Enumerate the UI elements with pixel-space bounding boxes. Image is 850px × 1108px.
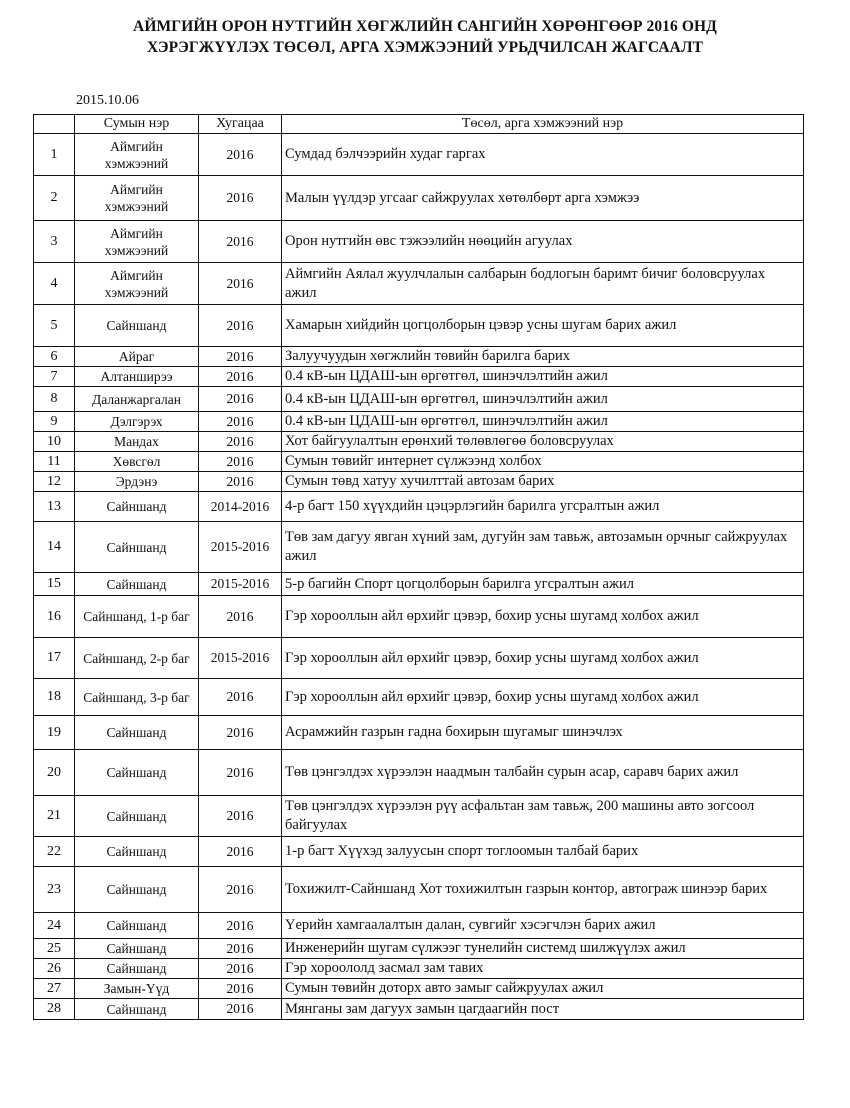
header-num bbox=[34, 115, 75, 134]
row-soum: Даланжаргалан bbox=[75, 387, 199, 412]
title-line-2: ХЭРЭГЖҮҮЛЭХ ТӨСӨЛ, АРГА ХЭМЖЭЭНИЙ УРЬДЧИЛСАН ЖАГСААЛТ bbox=[146, 39, 704, 56]
header-project-name: Төсөл, арга хэмжээний нэр bbox=[282, 115, 804, 134]
row-project-name: Инженерийн шугам сүлжээг тунелийн системд шилжүүлэх ажил bbox=[282, 939, 804, 959]
row-soum: Сайншанд, 3-р баг bbox=[75, 679, 199, 716]
table-row bbox=[34, 679, 804, 716]
title-line-1: АЙМГИЙН ОРОН НУТГИЙН ХӨГЖЛИЙН САНГИЙН ХӨРӨНГӨӨР 2016 ОНД bbox=[133, 18, 717, 35]
table-row bbox=[34, 913, 804, 939]
header-duration: Хугацаа bbox=[199, 115, 282, 134]
row-number: 1 bbox=[34, 134, 75, 176]
row-soum: Сайншанд bbox=[75, 959, 199, 979]
row-number: 25 bbox=[34, 939, 75, 959]
table-row bbox=[34, 837, 804, 867]
row-soum: Сайншанд bbox=[75, 573, 199, 596]
row-number: 24 bbox=[34, 913, 75, 939]
row-duration: 2014-2016 bbox=[199, 492, 282, 522]
table-row bbox=[34, 522, 804, 573]
row-soum: Эрдэнэ bbox=[75, 472, 199, 492]
table-row bbox=[34, 867, 804, 913]
row-soum: Сайншанд bbox=[75, 913, 199, 939]
row-soum: Сайншанд, 1-р баг bbox=[75, 596, 199, 638]
row-duration: 2016 bbox=[199, 176, 282, 221]
row-project-name: Тохижилт-Сайншанд Хот тохижилтын газрын контор, автограж шинээр барих bbox=[282, 867, 804, 913]
row-project-name: Асрамжийн газрын гадна бохирын шугамыг шинэчлэх bbox=[282, 716, 804, 750]
row-duration: 2016 bbox=[199, 347, 282, 367]
row-number: 28 bbox=[34, 999, 75, 1020]
row-number: 5 bbox=[34, 305, 75, 347]
table-row bbox=[34, 979, 804, 999]
row-project-name: 0.4 кВ-ын ЦДАШ-ын өргөтгөл, шинэчлэлтийн ажил bbox=[282, 412, 804, 432]
row-number: 4 bbox=[34, 263, 75, 305]
table-row bbox=[34, 999, 804, 1020]
table-row bbox=[34, 716, 804, 750]
table-row bbox=[34, 452, 804, 472]
row-project-name: Үерийн хамгаалалтын далан, сувгийг хэсэгчлэн барих ажил bbox=[282, 913, 804, 939]
row-project-name: Хот байгуулалтын ерөнхий төлөвлөгөө боловсруулах bbox=[282, 432, 804, 452]
row-project-name: 5-р багийн Спорт цогцолборын барилга угсралтын ажил bbox=[282, 573, 804, 596]
row-soum: Аймгийн хэмжээний bbox=[75, 221, 199, 263]
row-project-name: Аймгийн Аялал жуулчлалын салбарын бодлогын баримт бичиг боловсруулах ажил bbox=[282, 263, 804, 305]
row-duration: 2015-2016 bbox=[199, 638, 282, 679]
row-number: 10 bbox=[34, 432, 75, 452]
document-date: 2015.10.06 bbox=[76, 93, 139, 108]
row-soum: Сайншанд bbox=[75, 716, 199, 750]
project-table bbox=[33, 114, 804, 1020]
row-duration: 2016 bbox=[199, 959, 282, 979]
row-number: 15 bbox=[34, 573, 75, 596]
table-row bbox=[34, 796, 804, 837]
row-soum: Сайншанд bbox=[75, 750, 199, 796]
table-body bbox=[34, 134, 804, 1020]
table-row bbox=[34, 959, 804, 979]
row-project-name: Төв цэнгэлдэх хүрээлэн наадмын талбайн сурын асар, саравч барих ажил bbox=[282, 750, 804, 796]
row-duration: 2016 bbox=[199, 412, 282, 432]
row-duration: 2016 bbox=[199, 596, 282, 638]
row-project-name: Хамарын хийдийн цогцолборын цэвэр усны шугам барих ажил bbox=[282, 305, 804, 347]
row-duration: 2016 bbox=[199, 796, 282, 837]
row-number: 14 bbox=[34, 522, 75, 573]
row-number: 9 bbox=[34, 412, 75, 432]
row-project-name: 1-р багт Хүүхэд залуусын спорт тоглоомын талбай барих bbox=[282, 837, 804, 867]
row-number: 12 bbox=[34, 472, 75, 492]
row-number: 21 bbox=[34, 796, 75, 837]
row-duration: 2016 bbox=[199, 221, 282, 263]
row-soum: Хөвсгөл bbox=[75, 452, 199, 472]
row-number: 22 bbox=[34, 837, 75, 867]
row-soum: Алтанширээ bbox=[75, 367, 199, 387]
document-title bbox=[0, 16, 850, 58]
table-row bbox=[34, 305, 804, 347]
table-row bbox=[34, 367, 804, 387]
row-number: 20 bbox=[34, 750, 75, 796]
row-number: 18 bbox=[34, 679, 75, 716]
row-soum: Сайншанд bbox=[75, 837, 199, 867]
row-number: 23 bbox=[34, 867, 75, 913]
row-duration: 2016 bbox=[199, 939, 282, 959]
table-row bbox=[34, 412, 804, 432]
row-project-name: Сумын төвийн доторх авто замыг сайжруулах ажил bbox=[282, 979, 804, 999]
row-duration: 2016 bbox=[199, 913, 282, 939]
header-soum: Сумын нэр bbox=[75, 115, 199, 134]
row-number: 13 bbox=[34, 492, 75, 522]
table-row bbox=[34, 472, 804, 492]
table-row bbox=[34, 221, 804, 263]
row-project-name: Малын үүлдэр угсааг сайжруулах хөтөлбөрт арга хэмжээ bbox=[282, 176, 804, 221]
row-soum: Аймгийн хэмжээний bbox=[75, 176, 199, 221]
row-duration: 2016 bbox=[199, 867, 282, 913]
row-duration: 2016 bbox=[199, 999, 282, 1020]
row-duration: 2015-2016 bbox=[199, 522, 282, 573]
row-soum: Мандах bbox=[75, 432, 199, 452]
table-row bbox=[34, 176, 804, 221]
table-row bbox=[34, 387, 804, 412]
table-row bbox=[34, 134, 804, 176]
row-project-name: 0.4 кВ-ын ЦДАШ-ын өргөтгөл, шинэчлэлтийн ажил bbox=[282, 367, 804, 387]
row-soum: Дэлгэрэх bbox=[75, 412, 199, 432]
table-row bbox=[34, 939, 804, 959]
row-duration: 2016 bbox=[199, 679, 282, 716]
row-project-name: Мянганы зам дагуух замын цагдаагийн пост bbox=[282, 999, 804, 1020]
row-project-name: Сумын төвд хатуу хучилттай автозам барих bbox=[282, 472, 804, 492]
row-soum: Айраг bbox=[75, 347, 199, 367]
row-number: 17 bbox=[34, 638, 75, 679]
row-number: 7 bbox=[34, 367, 75, 387]
row-number: 6 bbox=[34, 347, 75, 367]
table-row bbox=[34, 750, 804, 796]
row-duration: 2016 bbox=[199, 134, 282, 176]
row-project-name: Гэр хорооллын айл өрхийг цэвэр, бохир усны шугамд холбох ажил bbox=[282, 596, 804, 638]
row-duration: 2016 bbox=[199, 263, 282, 305]
row-project-name: Сумдад бэлчээрийн худаг гаргах bbox=[282, 134, 804, 176]
row-duration: 2016 bbox=[199, 472, 282, 492]
row-number: 19 bbox=[34, 716, 75, 750]
row-duration: 2016 bbox=[199, 305, 282, 347]
row-soum: Сайншанд bbox=[75, 999, 199, 1020]
row-number: 2 bbox=[34, 176, 75, 221]
table-row bbox=[34, 492, 804, 522]
row-duration: 2015-2016 bbox=[199, 573, 282, 596]
row-duration: 2016 bbox=[199, 387, 282, 412]
table-row bbox=[34, 596, 804, 638]
table-row bbox=[34, 573, 804, 596]
row-project-name: Залуучуудын хөгжлийн төвийн барилга барих bbox=[282, 347, 804, 367]
row-number: 3 bbox=[34, 221, 75, 263]
row-duration: 2016 bbox=[199, 432, 282, 452]
row-number: 11 bbox=[34, 452, 75, 472]
row-soum: Аймгийн хэмжээний bbox=[75, 134, 199, 176]
row-duration: 2016 bbox=[199, 716, 282, 750]
row-duration: 2016 bbox=[199, 367, 282, 387]
table-row bbox=[34, 263, 804, 305]
row-duration: 2016 bbox=[199, 979, 282, 999]
row-soum: Сайншанд bbox=[75, 796, 199, 837]
table-row bbox=[34, 347, 804, 367]
row-project-name: Сумын төвийг интернет сүлжээнд холбох bbox=[282, 452, 804, 472]
row-number: 8 bbox=[34, 387, 75, 412]
row-project-name: 4-р багт 150 хүүхдийн цэцэрлэгийн барилга угсралтын ажил bbox=[282, 492, 804, 522]
row-duration: 2016 bbox=[199, 750, 282, 796]
row-soum: Сайншанд bbox=[75, 492, 199, 522]
row-soum: Сайншанд bbox=[75, 522, 199, 573]
row-number: 16 bbox=[34, 596, 75, 638]
table-row bbox=[34, 638, 804, 679]
row-soum: Сайншанд bbox=[75, 867, 199, 913]
row-soum: Сайншанд bbox=[75, 939, 199, 959]
row-soum: Сайншанд, 2-р баг bbox=[75, 638, 199, 679]
row-project-name: Төв зам дагуу явган хүний зам, дугуйн зам тавьж, автозамын орчныг сайжруулах ажил bbox=[282, 522, 804, 573]
row-project-name: Гэр хорооллын айл өрхийг цэвэр, бохир усны шугамд холбох ажил bbox=[282, 679, 804, 716]
row-duration: 2016 bbox=[199, 452, 282, 472]
table-header-row bbox=[34, 115, 804, 134]
row-project-name: Төв цэнгэлдэх хүрээлэн рүү асфальтан зам тавьж, 200 машины авто зогсоол байгуулах bbox=[282, 796, 804, 837]
row-soum: Аймгийн хэмжээний bbox=[75, 263, 199, 305]
row-project-name: Гэр хороололд засмал зам тавих bbox=[282, 959, 804, 979]
row-soum: Сайншанд bbox=[75, 305, 199, 347]
table-row bbox=[34, 432, 804, 452]
row-project-name: 0.4 кВ-ын ЦДАШ-ын өргөтгөл, шинэчлэлтийн ажил bbox=[282, 387, 804, 412]
row-project-name: Орон нутгийн өвс тэжээлийн нөөцийн агуулах bbox=[282, 221, 804, 263]
row-number: 26 bbox=[34, 959, 75, 979]
row-number: 27 bbox=[34, 979, 75, 999]
row-project-name: Гэр хорооллын айл өрхийг цэвэр, бохир усны шугамд холбох ажил bbox=[282, 638, 804, 679]
row-soum: Замын-Үүд bbox=[75, 979, 199, 999]
row-duration: 2016 bbox=[199, 837, 282, 867]
